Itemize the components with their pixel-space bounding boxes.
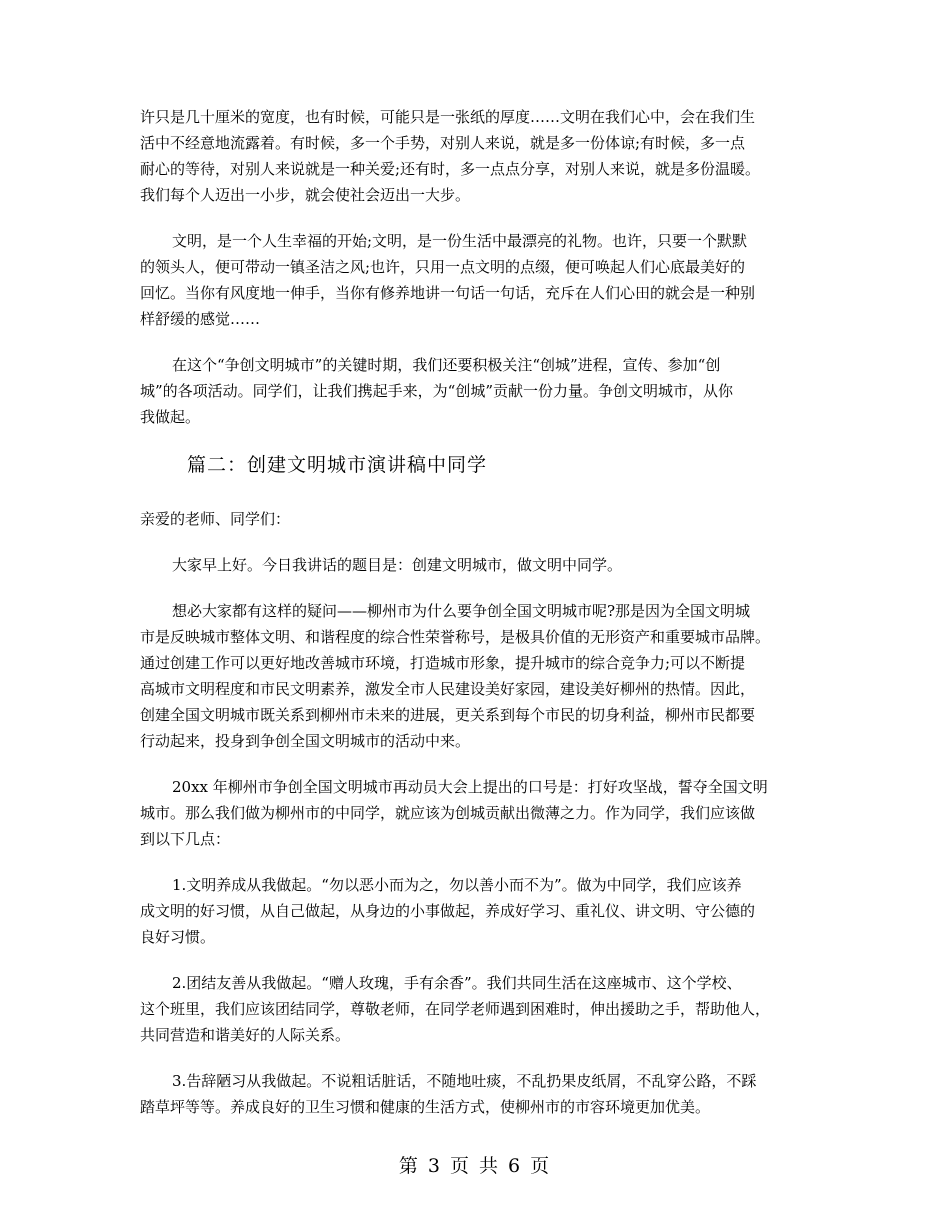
text-line: 20xx 年柳州市争创全国文明城市再动员大会上提出的口号是：打好攻坚战，誓夺全国文明 [172,778,768,796]
text-line: 行动起来，投身到争创全国文明城市的活动中来。 [140,732,471,750]
paragraph-2 [140,228,812,332]
paragraph-slogan [140,774,812,852]
text-line: 高城市文明程度和市民文明素养，激发全市人民建设美好家园，建设美好柳州的热情。因此， [140,680,756,698]
text-line: 这个班里，我们应该团结同学，尊敬老师，在同学老师遇到困难时，伸出援助之手，帮助他人， [140,1000,771,1018]
text-line: 文明，是一个人生幸福的开始;文明，是一份生活中最漂亮的礼物。也许，只要一个默默 [172,232,748,250]
text-line: 耐心的等待，对别人来说就是一种关爱;还有时，多一点点分享，对别人来说，就是多份温暖。 [140,160,761,178]
paragraph-1 [140,104,812,208]
paragraph-greeting [140,552,812,578]
text-line: 我做起。 [140,408,201,426]
text-line: 共同营造和谐美好的人际关系。 [140,1026,351,1044]
text-line: 我们每个人迈出一小步，就会使社会迈出一大步。 [140,186,471,204]
text-line: 良好习惯。 [140,928,216,946]
text-line: 城市。那么我们做为柳州市的中同学，就应该为创城贡献出微薄之力。作为同学，我们应该做 [140,804,756,822]
text-line: 成文明的好习惯，从自己做起，从身边的小事做起，养成好学习、重礼仪、讲文明、守公德的 [140,902,756,920]
text-line: 在这个“争创文明城市”的关键时期，我们还要积极关注“创城”进程，宣传、参加“创 [172,356,721,374]
text-line: 3.告辞陋习从我做起。不说粗话脏话，不随地吐痰，不乱扔果皮纸屑，不乱穿公路，不踩 [172,1072,757,1090]
text-line: 样舒缓的感觉…… [140,310,261,328]
paragraph-3 [140,352,812,430]
text-line: 1.文明养成从我做起。“勿以恶小而为之，勿以善小而不为”。做为中同学，我们应该养 [172,876,742,894]
text-line: 通过创建工作可以更好地改善城市环境，打造城市形象，提升城市的综合竞争力;可以不断提 [140,654,746,672]
page-number-footer: 第 3 页 共 6 页 [398,1155,552,1177]
page-body [140,104,812,1140]
text-line: 活中不经意地流露着。有时候，多一个手势，对别人来说，就是多一份体谅;有时候，多一点 [140,134,746,152]
text-line: 踏草坪等等。养成良好的卫生习惯和健康的生活方式，使柳州市的市容环境更加优美。 [140,1098,711,1116]
paragraph-point-1 [140,872,812,950]
paragraph-why [140,598,812,754]
text-line: 城”的各项活动。同学们，让我们携起手来，为“创城”贡献一份力量。争创文明城市，从你 [140,382,734,400]
section-heading: 篇二：创建文明城市演讲稿中同学 [187,454,488,476]
text-line: 大家早上好。今日我讲话的题目是：创建文明城市，做文明中同学。 [172,556,623,574]
text-line: 的领头人，便可带动一镇圣洁之风;也许，只用一点文明的点缀，便可唤起人们心底最美好的 [140,258,746,276]
text-line: 市是反映城市整体文明、和谐程度的综合性荣誉称号，是极具价值的无形资产和重要城市品牌。 [140,628,771,646]
text-line: 2.团结友善从我做起。“赠人玫瑰，手有余香”。我们共同生活在这座城市、这个学校、 [172,974,742,992]
paragraph-point-2 [140,970,812,1048]
text-line: 想必大家都有这样的疑问——柳州市为什么要争创全国文明城市呢?那是因为全国文明城 [172,602,751,620]
paragraph-point-3 [140,1068,812,1120]
text-line: 亲爱的老师、同学们： [140,510,291,528]
salutation [140,506,812,532]
text-line: 创建全国文明城市既关系到柳州市未来的进展，更关系到每个市民的切身利益，柳州市民都要 [140,706,756,724]
text-line: 到以下几点： [140,830,231,848]
text-line: 回忆。当你有风度地一伸手，当你有修养地讲一句话一句话，充斥在人们心田的就会是一种别 [140,284,756,302]
text-line: 许只是几十厘米的宽度，也有时候，可能只是一张纸的厚度……文明在我们心中，会在我们生 [140,108,756,126]
